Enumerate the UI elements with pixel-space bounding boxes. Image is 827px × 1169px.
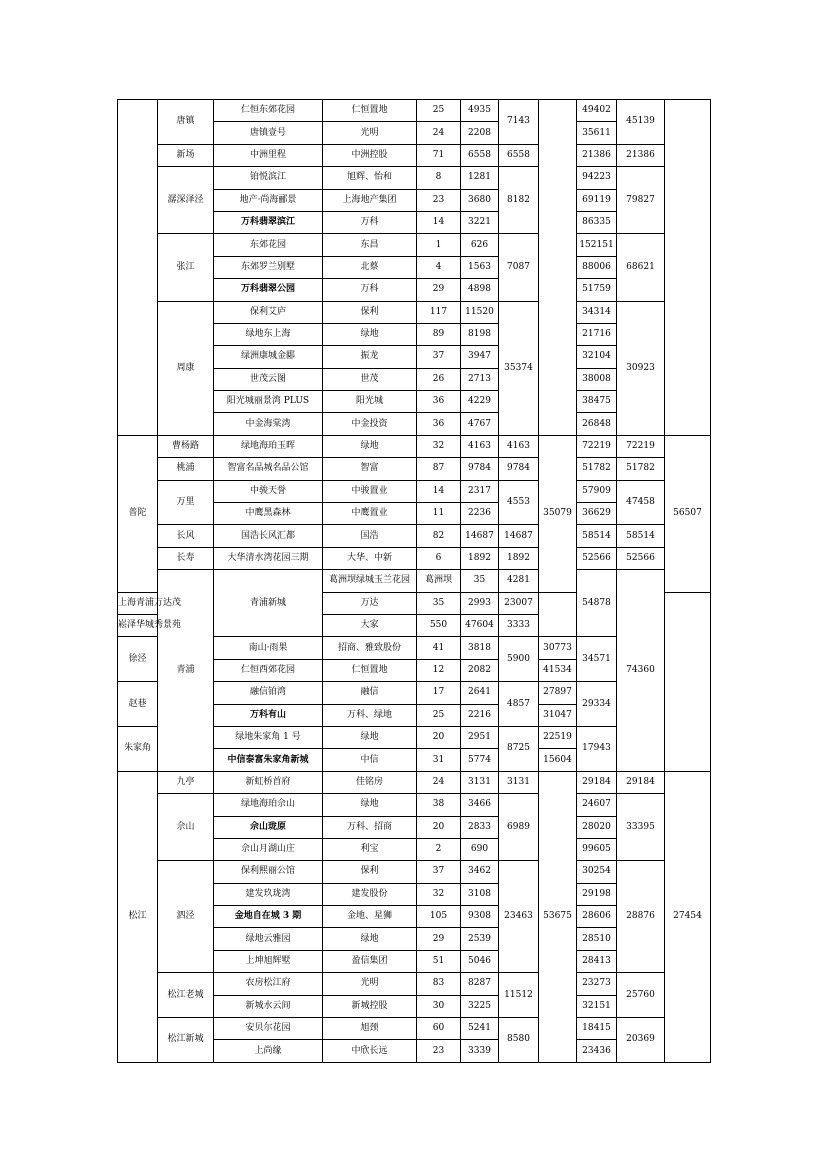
town-price-cell: 21386: [617, 144, 665, 166]
developer-cell: 万科、招商: [323, 816, 417, 838]
developer-cell: 建发股份: [323, 883, 417, 905]
price-cell: 28606: [577, 906, 617, 928]
area-cell: 14687: [461, 525, 499, 547]
project-cell: 智富名品城名品公馆: [214, 458, 323, 480]
units-cell: 37: [417, 346, 461, 368]
price-cell: 99605: [577, 838, 617, 860]
area-cell: 2236: [461, 503, 499, 525]
developer-cell: 万科、绿地: [323, 704, 417, 726]
units-cell: 14: [417, 211, 461, 233]
district-total-cell: 53675: [539, 771, 577, 1062]
project-cell: 大华清水湾花园三期: [214, 547, 323, 569]
units-cell: 14: [417, 480, 461, 502]
table-row: [118, 480, 711, 502]
price-cell: 23273: [577, 973, 617, 995]
town-cell: 周康: [158, 301, 214, 435]
developer-cell: 中骏置业: [323, 480, 417, 502]
developer-cell: 光明: [323, 122, 417, 144]
town-cell: 长风: [158, 525, 214, 547]
town-total-cell: 7087: [499, 234, 539, 301]
area-cell: 3466: [461, 794, 499, 816]
developer-cell: 中洲控股: [323, 144, 417, 166]
area-cell: 3339: [461, 1040, 499, 1062]
developer-cell: 葛洲坝: [417, 570, 461, 592]
developer-cell: 融信: [323, 682, 417, 704]
project-cell: 绿地云雅园: [214, 928, 323, 950]
price-cell: 32151: [577, 995, 617, 1017]
area-cell: 690: [461, 838, 499, 860]
town-total-cell: 4857: [499, 682, 539, 727]
project-cell: 阳光城丽景湾 PLUS: [214, 391, 323, 413]
developer-cell: 仁恒置地: [323, 659, 417, 681]
sales-table: [117, 99, 711, 1063]
area-cell: 1281: [461, 167, 499, 189]
units-cell: 12: [417, 659, 461, 681]
developer-cell: 绿地: [323, 726, 417, 748]
town-cell: 曹杨路: [158, 435, 214, 457]
units-cell: 550: [417, 614, 461, 636]
area-cell: 5774: [461, 749, 499, 771]
developer-cell: 万科: [323, 279, 417, 301]
area-cell: 47604: [461, 614, 499, 636]
area-cell: 2208: [461, 122, 499, 144]
units-cell: 38: [417, 794, 461, 816]
developer-cell: 旭颈: [323, 1018, 417, 1040]
project-cell: 中洲里程: [214, 144, 323, 166]
price-cell: 27897: [539, 682, 577, 704]
units-cell: 26: [417, 368, 461, 390]
developer-cell: 绿地: [323, 794, 417, 816]
units-cell: 23: [417, 1040, 461, 1062]
developer-cell: 新城控股: [323, 995, 417, 1017]
district-total-cell: 35079: [539, 435, 577, 592]
district-total-cell: [539, 100, 577, 436]
project-cell: 绿地东上海: [214, 323, 323, 345]
price-cell: 21386: [577, 144, 617, 166]
developer-cell: 招商、雅致股份: [323, 637, 417, 659]
price-cell: 57909: [577, 480, 617, 502]
project-cell: 东郊花园: [214, 234, 323, 256]
town-price-cell: 29184: [617, 771, 665, 793]
price-cell: 30254: [577, 861, 617, 883]
project-cell: 佘山月湖山庄: [214, 838, 323, 860]
price-cell: 23007: [499, 592, 539, 614]
project-cell: 新城水云间: [214, 995, 323, 1017]
units-cell: 17: [417, 682, 461, 704]
units-cell: 60: [417, 1018, 461, 1040]
town-price-cell: 28876: [617, 861, 665, 973]
project-cell: 中骏天誉: [214, 480, 323, 502]
project-cell: 万科翡翠滨江: [214, 211, 323, 233]
table-row: [118, 771, 711, 793]
area-cell: 3221: [461, 211, 499, 233]
town-cell: 张江: [158, 234, 214, 301]
table-row: [118, 525, 711, 547]
project-cell: 中金海棠湾: [214, 413, 323, 435]
town-price-cell: 25760: [617, 973, 665, 1018]
area-cell: 4767: [461, 413, 499, 435]
town-cell: 泗泾: [158, 861, 214, 973]
town-total-cell: 23463: [499, 861, 539, 973]
project-cell: 仁恒西郊花园: [214, 659, 323, 681]
price-cell: 58514: [577, 525, 617, 547]
developer-cell: 盈信集团: [323, 950, 417, 972]
price-cell: 28510: [577, 928, 617, 950]
project-cell: 南山·雨果: [214, 637, 323, 659]
area-cell: 2539: [461, 928, 499, 950]
developer-cell: 大家: [323, 614, 417, 636]
town-total-cell: 3131: [499, 771, 539, 793]
town-cell: 赵巷: [118, 682, 158, 727]
price-cell: 69119: [577, 189, 617, 211]
area-cell: 4898: [461, 279, 499, 301]
price-cell: 51782: [577, 458, 617, 480]
project-cell: 上海青浦万达茂: [118, 592, 158, 614]
price-cell: 51759: [577, 279, 617, 301]
project-cell: 崧泽华城秀景苑: [118, 614, 158, 636]
town-total-cell: 6989: [499, 794, 539, 861]
units-cell: 82: [417, 525, 461, 547]
area-cell: 5046: [461, 950, 499, 972]
developer-cell: 中金投资: [323, 413, 417, 435]
developer-cell: 万科: [323, 211, 417, 233]
project-cell: 佘山珑原: [214, 816, 323, 838]
developer-cell: 光明: [323, 973, 417, 995]
units-cell: 117: [417, 301, 461, 323]
project-cell: 万科有山: [214, 704, 323, 726]
town-total-cell: 5900: [499, 637, 539, 682]
price-cell: 28413: [577, 950, 617, 972]
project-cell: 唐镇壹号: [214, 122, 323, 144]
price-cell: 35611: [577, 122, 617, 144]
table-body: [118, 100, 711, 1063]
table-row: [118, 301, 711, 323]
developer-cell: 世茂: [323, 368, 417, 390]
area-cell: 3131: [461, 771, 499, 793]
area-cell: 3818: [461, 637, 499, 659]
developer-cell: 保利: [323, 301, 417, 323]
price-cell: 28020: [577, 816, 617, 838]
town-total-cell: 6558: [499, 144, 539, 166]
project-cell: 仁恒东郊花园: [214, 100, 323, 122]
price-cell: 29184: [577, 771, 617, 793]
price-cell: 26848: [577, 413, 617, 435]
price-cell: 3333: [499, 614, 539, 636]
town-total-cell: 4553: [499, 480, 539, 525]
price-cell: 152151: [577, 234, 617, 256]
area-cell: 6558: [461, 144, 499, 166]
developer-cell: 绿地: [323, 323, 417, 345]
developer-cell: 振龙: [323, 346, 417, 368]
units-cell: 2: [417, 838, 461, 860]
price-cell: 32104: [577, 346, 617, 368]
table-row: [118, 167, 711, 189]
table-row: [118, 435, 711, 457]
developer-cell: 佳铭房: [323, 771, 417, 793]
project-cell: 中鹰黑森林: [214, 503, 323, 525]
developer-cell: 智富: [323, 458, 417, 480]
town-total-cell: 4163: [499, 435, 539, 457]
town-total-cell: 35374: [499, 301, 539, 435]
price-cell: 23436: [577, 1040, 617, 1062]
project-cell: 保利艾庐: [214, 301, 323, 323]
area-cell: 3462: [461, 861, 499, 883]
table-row: [118, 570, 711, 592]
project-cell: 绿地朱家角 1 号: [214, 726, 323, 748]
town-price-cell: 29334: [577, 682, 617, 727]
town-price-cell: 51782: [617, 458, 665, 480]
price-cell: 38475: [577, 391, 617, 413]
town-cell: 松江新城: [158, 1018, 214, 1063]
town-cell: 万里: [158, 480, 214, 525]
developer-cell: 绿地: [323, 435, 417, 457]
project-cell: 融信铂湾: [214, 682, 323, 704]
units-cell: 29: [417, 279, 461, 301]
price-cell: 18415: [577, 1018, 617, 1040]
project-cell: 上尚缘: [214, 1040, 323, 1062]
town-total-cell: 14687: [499, 525, 539, 547]
units-cell: 31: [417, 749, 461, 771]
area-cell: 3108: [461, 883, 499, 905]
units-cell: 71: [417, 144, 461, 166]
project-cell: 铂悦滨江: [214, 167, 323, 189]
area-cell: 5241: [461, 1018, 499, 1040]
town-price-cell: 20369: [617, 1018, 665, 1063]
area-cell: 2216: [461, 704, 499, 726]
developer-cell: 中信: [323, 749, 417, 771]
area-cell: 2993: [461, 592, 499, 614]
project-cell: 新虹桥首府: [214, 771, 323, 793]
price-cell: 36629: [577, 503, 617, 525]
developer-cell: 利宝: [323, 838, 417, 860]
town-price-cell: 52566: [617, 547, 665, 569]
developer-cell: 北蔡: [323, 256, 417, 278]
units-cell: 35: [461, 570, 499, 592]
units-cell: 24: [417, 122, 461, 144]
developer-cell: 国浩: [323, 525, 417, 547]
table-row: [118, 973, 711, 995]
table-row: [118, 861, 711, 883]
developer-cell: 仁恒置地: [323, 100, 417, 122]
district-price-cell: 27454: [665, 771, 711, 1062]
developer-cell: 金地、星狮: [323, 906, 417, 928]
developer-cell: 东昌: [323, 234, 417, 256]
district-cell: 青浦: [158, 570, 214, 772]
town-total-cell: 7143: [499, 100, 539, 145]
district-price-cell: [665, 100, 711, 436]
town-total-cell: 11512: [499, 973, 539, 1018]
price-cell: 30773: [539, 637, 577, 659]
town-cell: 松江老城: [158, 973, 214, 1018]
town-price-cell: 17943: [577, 726, 617, 771]
district-cell: [118, 100, 158, 436]
project-cell: 金地自在城 3 期: [214, 906, 323, 928]
table-row: [118, 234, 711, 256]
area-cell: 4935: [461, 100, 499, 122]
price-cell: 86335: [577, 211, 617, 233]
table-row: [118, 1018, 711, 1040]
project-cell: 保利熙丽公馆: [214, 861, 323, 883]
project-cell: 绿洲康城金郾: [214, 346, 323, 368]
town-total-cell: 9784: [499, 458, 539, 480]
area-cell: 9784: [461, 458, 499, 480]
table-row: [118, 100, 711, 122]
units-cell: 32: [417, 883, 461, 905]
units-cell: 24: [417, 771, 461, 793]
area-cell: 1892: [461, 547, 499, 569]
town-total-cell: 8182: [499, 167, 539, 234]
town-cell: 九亭: [158, 771, 214, 793]
developer-cell: 阳光城: [323, 391, 417, 413]
project-cell: 地产·尚海郦景: [214, 189, 323, 211]
town-price-cell: 34571: [577, 637, 617, 682]
table-row: [118, 144, 711, 166]
town-total-cell: 8725: [499, 726, 539, 771]
units-cell: 36: [417, 413, 461, 435]
district-cell: 松江: [118, 771, 158, 1062]
units-cell: 32: [417, 435, 461, 457]
area-cell: 8198: [461, 323, 499, 345]
project-cell: 绿地海珀玉晖: [214, 435, 323, 457]
project-cell: 安贝尔花园: [214, 1018, 323, 1040]
area-cell: 4281: [499, 570, 539, 592]
project-cell: 东郊罗兰别墅: [214, 256, 323, 278]
town-price-cell: 58514: [617, 525, 665, 547]
developer-cell: 上海地产集团: [323, 189, 417, 211]
town-cell: 新场: [158, 144, 214, 166]
price-cell: 22519: [539, 726, 577, 748]
area-cell: 4163: [461, 435, 499, 457]
town-price-cell: 47458: [617, 480, 665, 525]
town-cell: 长寿: [158, 547, 214, 569]
area-cell: 2317: [461, 480, 499, 502]
units-cell: 6: [417, 547, 461, 569]
price-cell: 88006: [577, 256, 617, 278]
area-cell: 3947: [461, 346, 499, 368]
table-row: [118, 458, 711, 480]
price-cell: 72219: [577, 435, 617, 457]
units-cell: 51: [417, 950, 461, 972]
price-cell: 52566: [577, 547, 617, 569]
area-cell: 3225: [461, 995, 499, 1017]
town-cell: 桃浦: [158, 458, 214, 480]
price-cell: 41534: [539, 659, 577, 681]
developer-cell: 保利: [323, 861, 417, 883]
price-cell: 94223: [577, 167, 617, 189]
price-cell: 15604: [539, 749, 577, 771]
area-cell: 2713: [461, 368, 499, 390]
units-cell: 25: [417, 100, 461, 122]
price-cell: 49402: [577, 100, 617, 122]
area-cell: 1563: [461, 256, 499, 278]
project-cell: 国浩长风汇都: [214, 525, 323, 547]
area-cell: 11520: [461, 301, 499, 323]
town-cell: 朱家角: [118, 726, 158, 771]
units-cell: 89: [417, 323, 461, 345]
developer-cell: 旭辉、怡和: [323, 167, 417, 189]
district-price-cell: 56507: [665, 435, 711, 592]
project-cell: 葛洲坝绿城玉兰花园: [323, 570, 417, 592]
district-cell: 普陀: [118, 435, 158, 592]
town-price-cell: 45139: [617, 100, 665, 145]
district-total-cell: 74360: [617, 570, 665, 772]
table-row: [118, 547, 711, 569]
units-cell: 41: [417, 637, 461, 659]
price-cell: 29198: [577, 883, 617, 905]
town-cell: 潺深泽泾: [158, 167, 214, 234]
town-price-cell: 72219: [617, 435, 665, 457]
units-cell: 35: [417, 592, 461, 614]
developer-cell: 中鹰置业: [323, 503, 417, 525]
town-price-cell: 79827: [617, 167, 665, 234]
area-cell: 3680: [461, 189, 499, 211]
units-cell: 87: [417, 458, 461, 480]
town-total-cell: 8580: [499, 1018, 539, 1063]
price-cell: 38008: [577, 368, 617, 390]
area-cell: 9308: [461, 906, 499, 928]
project-cell: 绿地海珀佘山: [214, 794, 323, 816]
project-cell: 万科翡翠公园: [214, 279, 323, 301]
units-cell: 20: [417, 726, 461, 748]
town-price-cell: 33395: [617, 794, 665, 861]
town-price-cell: 30923: [617, 301, 665, 435]
area-cell: 2082: [461, 659, 499, 681]
units-cell: 8: [417, 167, 461, 189]
developer-cell: 大华、中新: [323, 547, 417, 569]
table-row: [118, 794, 711, 816]
units-cell: 23: [417, 189, 461, 211]
price-cell: 31047: [539, 704, 577, 726]
developer-cell: 万达: [323, 592, 417, 614]
town-total-cell: 1892: [499, 547, 539, 569]
town-cell: 青浦新城: [214, 570, 323, 637]
units-cell: 1: [417, 234, 461, 256]
units-cell: 36: [417, 391, 461, 413]
town-cell: 唐镇: [158, 100, 214, 145]
town-cell: 徐泾: [118, 637, 158, 682]
area-cell: 2833: [461, 816, 499, 838]
price-cell: 21716: [577, 323, 617, 345]
town-price-cell: 68621: [617, 234, 665, 301]
units-cell: 25: [417, 704, 461, 726]
town-cell: 佘山: [158, 794, 214, 861]
developer-cell: 绿地: [323, 928, 417, 950]
units-cell: 83: [417, 973, 461, 995]
area-cell: 2951: [461, 726, 499, 748]
project-cell: 世茂云图: [214, 368, 323, 390]
area-cell: 626: [461, 234, 499, 256]
price-cell: 24607: [577, 794, 617, 816]
project-cell: 农房松江府: [214, 973, 323, 995]
project-cell: 建发玖珑湾: [214, 883, 323, 905]
price-cell: 34314: [577, 301, 617, 323]
project-cell: 中信泰富朱家角新城: [214, 749, 323, 771]
area-cell: 8287: [461, 973, 499, 995]
units-cell: 105: [417, 906, 461, 928]
developer-cell: 中欣长远: [323, 1040, 417, 1062]
units-cell: 20: [417, 816, 461, 838]
area-cell: 2641: [461, 682, 499, 704]
project-cell: 上坤旭辉墅: [214, 950, 323, 972]
units-cell: 29: [417, 928, 461, 950]
units-cell: 4: [417, 256, 461, 278]
area-cell: 4229: [461, 391, 499, 413]
town-total-cell: 54878: [577, 570, 617, 637]
units-cell: 30: [417, 995, 461, 1017]
units-cell: 37: [417, 861, 461, 883]
units-cell: 11: [417, 503, 461, 525]
